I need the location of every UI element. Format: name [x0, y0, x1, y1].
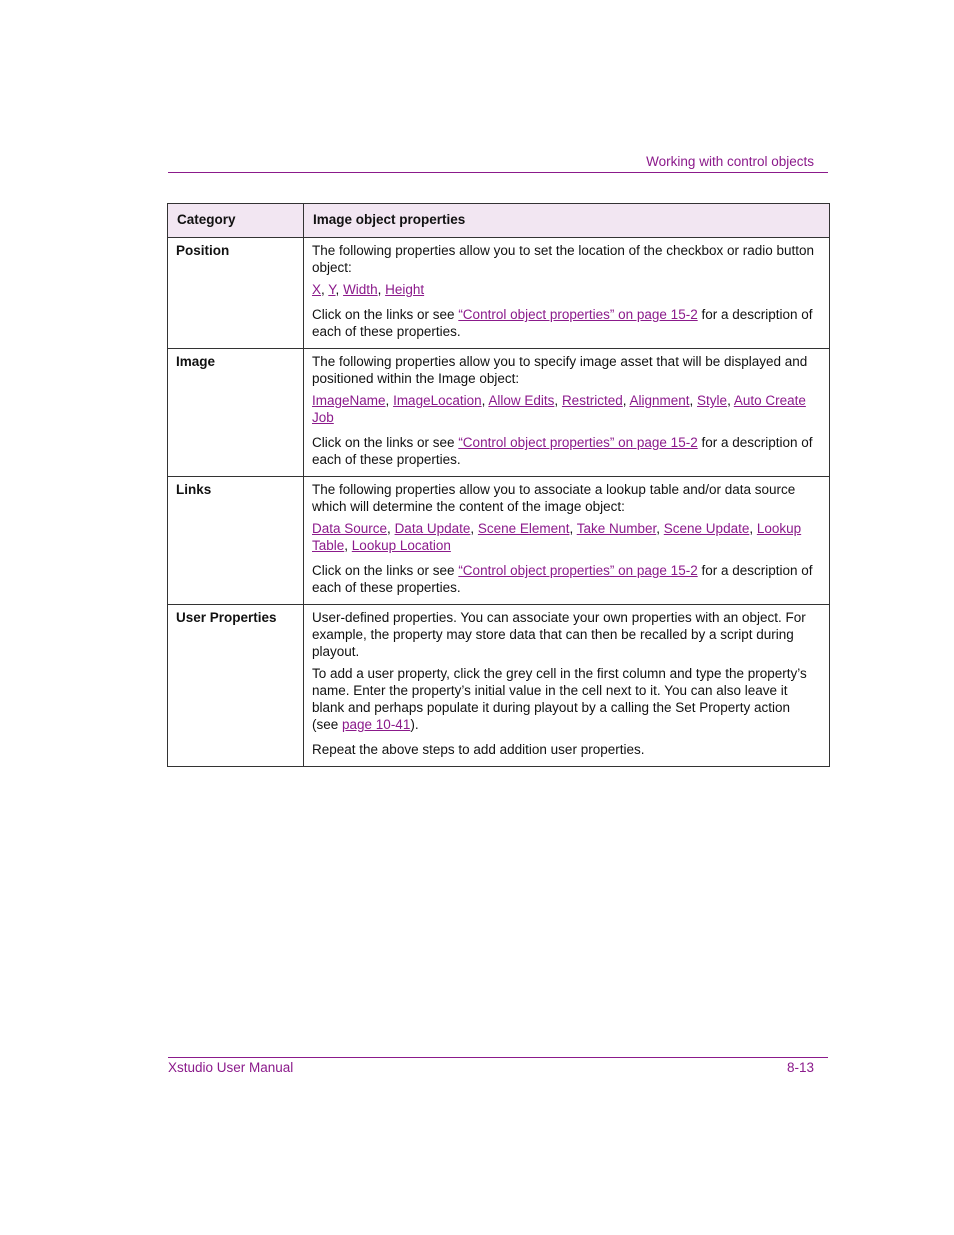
link-allow-edits[interactable]: Allow Edits: [488, 393, 555, 408]
header-rule: [168, 172, 828, 173]
category-cell: Image: [168, 349, 304, 477]
row-intro: The following properties allow you to set the location of the checkbox or radio button object:: [312, 243, 815, 275]
description-cell: [304, 477, 830, 605]
image-properties-table: [167, 203, 830, 767]
see-prefix: Click on the links or see: [312, 563, 459, 578]
see-suffix: for a description of each of these properties.: [312, 307, 813, 339]
para-2-prefix: To add a user property, click the grey cell in the first column and type the property’s name. Enter the property’s initial value in the cell next to it. You can also leave it blank and perhaps populate it during playout by a calling the Set Property action (see: [312, 666, 807, 732]
footer-rule: [168, 1057, 828, 1058]
see-prefix: Click on the links or see: [312, 307, 459, 322]
description-cell: [304, 238, 830, 349]
link-scene-element[interactable]: Scene Element: [477, 521, 570, 536]
link-width[interactable]: Width: [343, 282, 378, 297]
category-cell: Links: [168, 477, 304, 605]
see-suffix: for a description of each of these properties.: [312, 563, 813, 595]
user-properties-para-2: [312, 665, 820, 733]
control-properties-link[interactable]: “Control object properties” on page 15-2: [458, 307, 698, 322]
link-x[interactable]: X: [312, 282, 322, 297]
see-also: [312, 562, 820, 596]
link-data-update[interactable]: Data Update: [394, 521, 471, 536]
table-row: [168, 238, 830, 349]
see-also: [312, 434, 820, 468]
user-properties-para-3: Repeat the above steps to add addition user properties.: [312, 742, 645, 757]
page-number: 8-13: [786, 1060, 814, 1075]
category-cell: Position: [168, 238, 304, 349]
para-2-suffix: ).: [410, 717, 419, 732]
see-also: [312, 306, 820, 340]
page-link[interactable]: page 10-41: [342, 717, 411, 732]
link-lookup-location[interactable]: Lookup Location: [351, 538, 451, 553]
table-row: [168, 349, 830, 477]
running-header: Working with control objects: [646, 154, 814, 169]
link-style[interactable]: Style: [697, 393, 728, 408]
table-row: [168, 477, 830, 605]
link-lookup-table[interactable]: Lookup Table: [312, 521, 802, 553]
property-links: ImageName, ImageLocation, Allow Edits, Restricted, Alignment, Style, Auto Create Job: [312, 393, 806, 425]
link-scene-update[interactable]: Scene Update: [663, 521, 750, 536]
link-height[interactable]: Height: [385, 282, 425, 297]
description-cell: [304, 605, 830, 767]
row-intro: The following properties allow you to specify image asset that will be displayed and positioned within the Image object:: [312, 354, 808, 386]
column-header-properties: Image object properties: [304, 204, 830, 238]
link-restricted[interactable]: Restricted: [561, 393, 623, 408]
category-cell: User Properties: [168, 605, 304, 767]
link-y[interactable]: Y: [328, 282, 336, 297]
link-imagelocation[interactable]: ImageLocation: [393, 393, 482, 408]
table-header-row: [168, 204, 830, 238]
footer-manual-title: Xstudio User Manual: [168, 1060, 294, 1075]
control-properties-link[interactable]: “Control object properties” on page 15-2: [458, 435, 698, 450]
table-row: [168, 605, 830, 767]
column-header-category: Category: [168, 204, 304, 238]
link-take-number[interactable]: Take Number: [576, 521, 657, 536]
control-properties-link[interactable]: “Control object properties” on page 15-2: [458, 563, 698, 578]
row-intro: The following properties allow you to associate a lookup table and/or data source which will determine the content of the image object:: [312, 482, 796, 514]
link-auto-create-job[interactable]: Auto Create Job: [312, 393, 806, 425]
link-imagename[interactable]: ImageName: [312, 393, 386, 408]
user-properties-para-1: User-defined properties. You can associate your own properties with an object. For example, the property may store data that can then be recalled by a script during playout.: [312, 610, 806, 659]
property-links: X, Y, Width, Height: [312, 282, 425, 297]
see-prefix: Click on the links or see: [312, 435, 459, 450]
property-links: Data Source, Data Update, Scene Element, Take Number, Scene Update, Lookup Table, Lookup Location: [312, 521, 802, 553]
see-suffix: for a description of each of these properties.: [312, 435, 813, 467]
description-cell: [304, 349, 830, 477]
link-data-source[interactable]: Data Source: [312, 521, 388, 536]
link-alignment[interactable]: Alignment: [629, 393, 690, 408]
